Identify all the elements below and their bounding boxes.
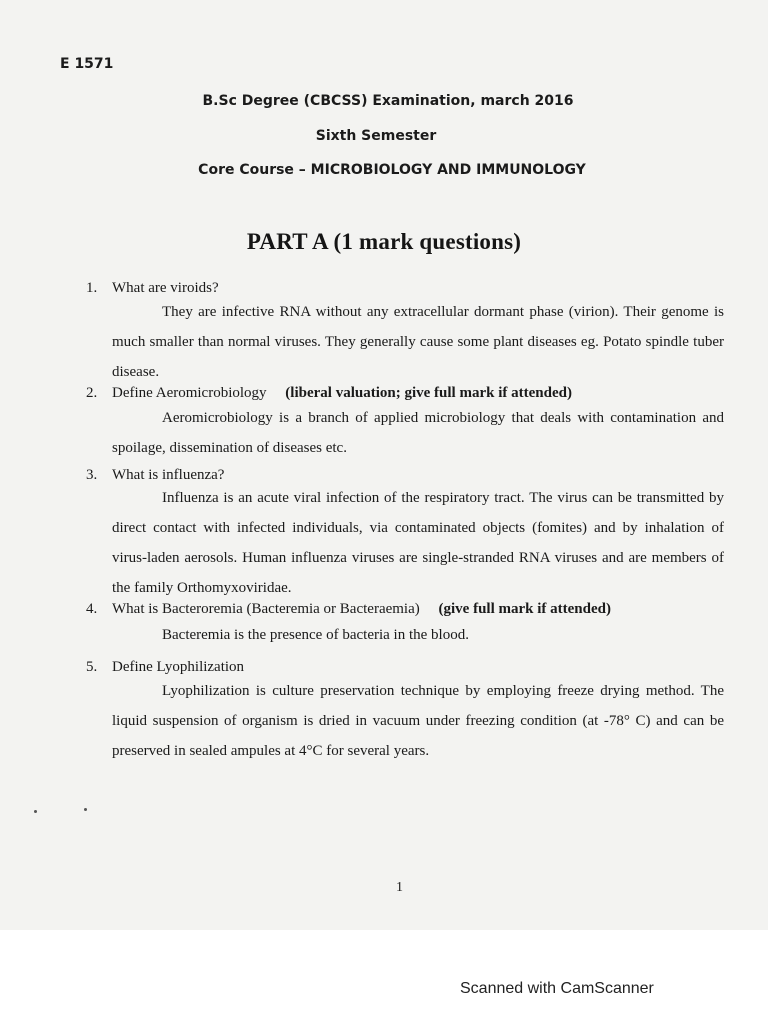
- page-number: 1: [396, 880, 403, 895]
- question-number: 1.: [86, 280, 98, 296]
- question-text: [112, 601, 611, 618]
- semester-label: Sixth Semester: [315, 128, 437, 144]
- course-title: Core Course – MICROBIOLOGY AND IMMUNOLOGY: [198, 162, 586, 178]
- answer-text: Influenza is an acute viral infection of the respiratory tract. The virus can be transmitted by direct contact with infected individuals, via contaminated objects (fomites) and by inhalation of virus-laden aerosols. Human influenza viruses are single-stranded RNA viruses and are members of the family Orthomyxoviridae.: [112, 490, 724, 596]
- scanner-watermark: Scanned with CamScanner: [460, 980, 654, 997]
- part-heading: PART A (1 mark questions): [246, 229, 522, 254]
- paper-code: E 1571: [60, 56, 114, 72]
- question-number: 5.: [86, 659, 98, 675]
- question-label: What is influenza?: [112, 467, 225, 483]
- question-label: What are viroids?: [112, 280, 219, 296]
- exam-title: B.Sc Degree (CBCSS) Examination, march 2016: [202, 93, 574, 109]
- scan-speck: [34, 810, 37, 813]
- question-label: What is Bacteroremia (Bacteremia or Bacteraemia): [112, 601, 420, 617]
- marking-note: (liberal valuation; give full mark if attended): [285, 385, 572, 401]
- question-label: Define Lyophilization: [112, 659, 245, 675]
- answer-text: Aeromicrobiology is a branch of applied microbiology that deals with contamination and spoilage, dissemination of diseases etc.: [112, 410, 724, 456]
- answer-text: Lyophilization is culture preservation technique by employing freeze drying method. The liquid suspension of organism is dried in vacuum under freezing condition (at -78° C) and can be preserved in sealed ampules at 4°C for several years.: [112, 683, 724, 759]
- question-text: [112, 385, 572, 402]
- answer-text: They are infective RNA without any extracellular dormant phase (virion). Their genome is much smaller than normal viruses. They generally cause some plant diseases eg. Potato spindle tuber disease.: [112, 304, 724, 380]
- question-text: [112, 467, 224, 484]
- marking-note: (give full mark if attended): [438, 601, 611, 617]
- question-number: 4.: [86, 601, 98, 617]
- scan-speck: [84, 808, 87, 811]
- answer-text: Bacteremia is the presence of bacteria in the blood.: [162, 627, 469, 643]
- question-text: [112, 659, 244, 676]
- question-text: [112, 280, 219, 297]
- question-number: 3.: [86, 467, 98, 483]
- question-label: Define Aeromicrobiology: [112, 385, 267, 401]
- question-number: 2.: [86, 385, 98, 401]
